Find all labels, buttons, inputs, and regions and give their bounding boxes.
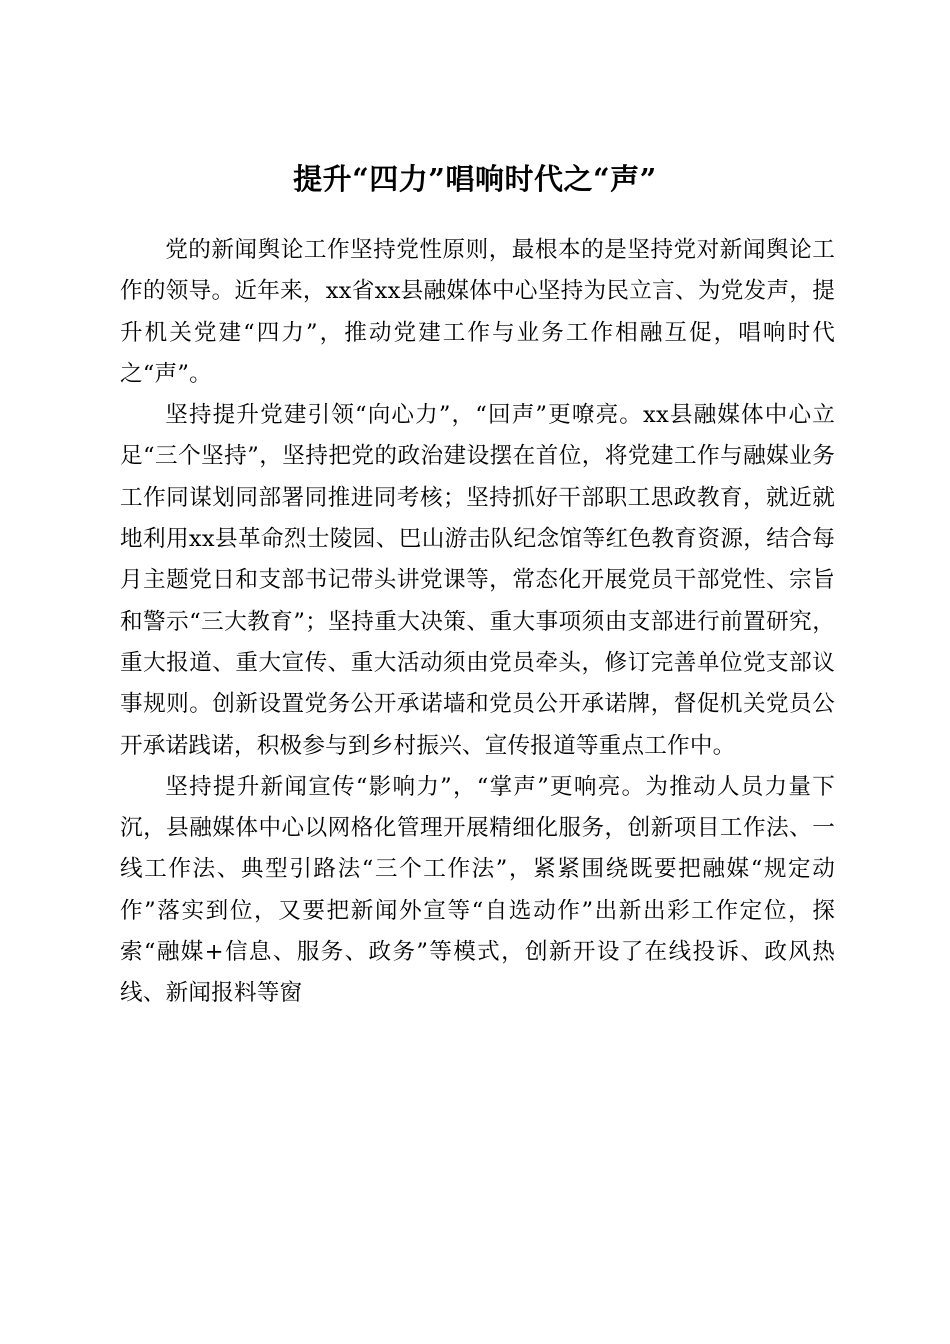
paragraph: 坚持提升党建引领“向心力”，“回声”更嘹亮。xx县融媒体中心立足“三个坚持”，坚持把党的政治建设摆在首位，将党建工作与融媒业务工作同谋划同部署同推进同考核；坚持抓好干部职工思政教育，就近就地利用xx县革命烈士陵园、巴山游击队纪念馆等红色教育资源，结合每月主题党日和支部书记带头讲党课等，常态化开展党员干部党性、宗旨和警示“三大教育”；坚持重大决策、重大事项须由支部进行前置研究，重大报道、重大宣传、重大活动须由党员牵头，修订完善单位党支部议事规则。创新设置党务公开承诺墙和党员公开承诺牌，督促机关党员公开承诺践诺，积极参与到乡村振兴、宣传报道等重点工作中。 xyxy=(120,402,835,759)
paragraph: 坚持提升新闻宣传“影响力”，“掌声”更响亮。为推动人员力量下沉，县融媒体中心以网格化管理开展精细化服务，创新项目工作法、一线工作法、典型引路法“三个工作法”，紧紧围绕既要把融媒“规定动作”落实到位，又要把新闻外宣等“自选动作”出新出彩工作定位，探索“融媒+信息、服务、政务”等模式，创新开设了在线投诉、政风热线、新闻报料等窗 xyxy=(120,773,835,1007)
paragraph: 党的新闻舆论工作坚持党性原则，最根本的是坚持党对新闻舆论工作的领导。近年来，xx省xx县融媒体中心坚持为民立言、为党发声，提升机关党建“四力”，推动党建工作与业务工作相融互促，唱响时代之“声”。 xyxy=(120,237,835,387)
document-body xyxy=(120,230,835,1015)
document-title: 提升“四力”唱响时代之“声” xyxy=(293,162,657,197)
